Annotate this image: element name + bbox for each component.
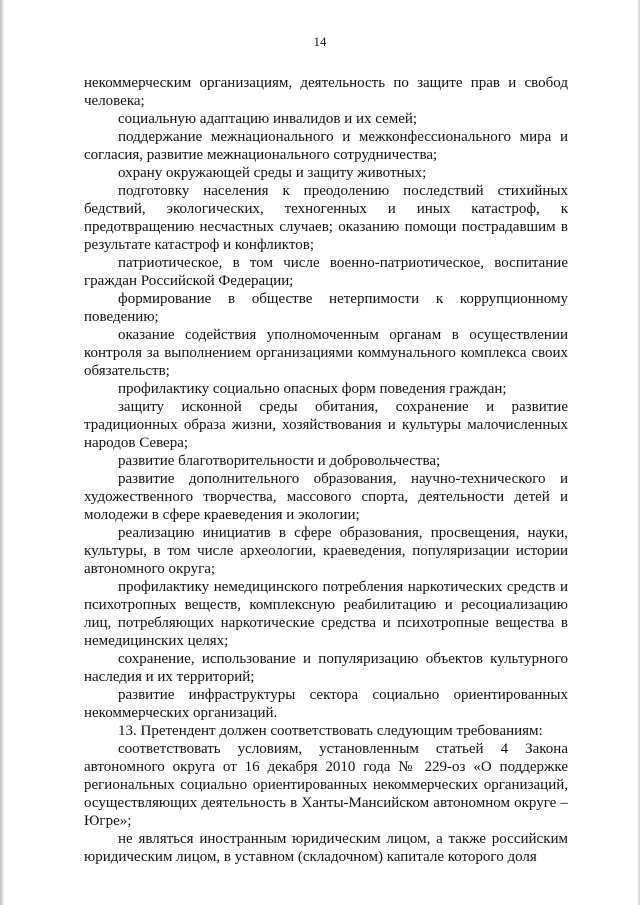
paragraph: оказание содействия уполномоченным органам в осуществлении контроля за выполнением организациями коммунального комплекса своих обязательств; <box>84 327 568 379</box>
paragraph: профилактику социально опасных форм поведения граждан; <box>118 381 507 397</box>
paragraph: защиту исконной среды обитания, сохранение и развитие традиционных образа жизни, хозяйствования и культуры малочисленных народов Севера; <box>84 399 568 451</box>
paragraph: патриотическое, в том числе военно-патриотическое, воспитание граждан Российской Федерации; <box>84 255 568 289</box>
paragraph: профилактику немедицинского потребления наркотических средств и психотропных веществ, комплексную реабилитацию и ресоциализацию лиц, потребляющих наркотические средства и психотропные вещества в немедицинских целях; <box>84 579 568 649</box>
paragraph: поддержание межнационального и межконфессионального мира и согласия, развитие межнационального сотрудничества; <box>84 129 568 163</box>
paragraph-section-13: 13. Претендент должен соответствовать следующим требованиям: <box>118 723 543 739</box>
paragraph: развитие дополнительного образования, научно-технического и художественного творчества, массового спорта, деятельности детей и молодежи в сфере краеведения и экологии; <box>84 471 568 523</box>
paragraph: охрану окружающей среды и защиту животных; <box>118 165 427 181</box>
scan-edge-left <box>0 0 4 905</box>
document-body <box>84 74 568 866</box>
paragraph: соответствовать условиям, установленным статьей 4 Закона автономного округа от 16 декабря 2010 года № 229-оз «О поддержке региональных социально ориентированных некоммерческих организаций, осуществляющих деятельность в Ханты-Мансийском автономном округе – Югре»; <box>84 741 568 829</box>
page-number: 14 <box>313 34 327 49</box>
paragraph: развитие благотворительности и добровольчества; <box>118 453 441 469</box>
paragraph: подготовку населения к преодолению последствий стихийных бедствий, экологических, техногенных и иных катастроф, к предотвращению несчастных случаев; оказанию помощи пострадавшим в результате катастроф и конфликтов; <box>84 183 568 253</box>
paragraph: развитие инфраструктуры сектора социально ориентированных некоммерческих организаций. <box>84 687 568 721</box>
paragraph: не являться иностранным юридическим лицом, а также российским юридическим лицом, в уставном (складочном) капитале которого доля <box>84 831 568 865</box>
paragraph: формирование в обществе нетерпимости к коррупционному поведению; <box>84 291 568 325</box>
paragraph: реализацию инициатив в сфере образования, просвещения, науки, культуры, в том числе археологии, краеведения, популяризации истории автономного округа; <box>84 525 568 577</box>
paragraph: сохранение, использование и популяризацию объектов культурного наследия и их территорий; <box>84 651 568 685</box>
paragraph-continuation: некоммерческим организациям, деятельность по защите прав и свобод человека; <box>84 75 568 109</box>
paragraph: социальную адаптацию инвалидов и их семей; <box>118 111 418 127</box>
